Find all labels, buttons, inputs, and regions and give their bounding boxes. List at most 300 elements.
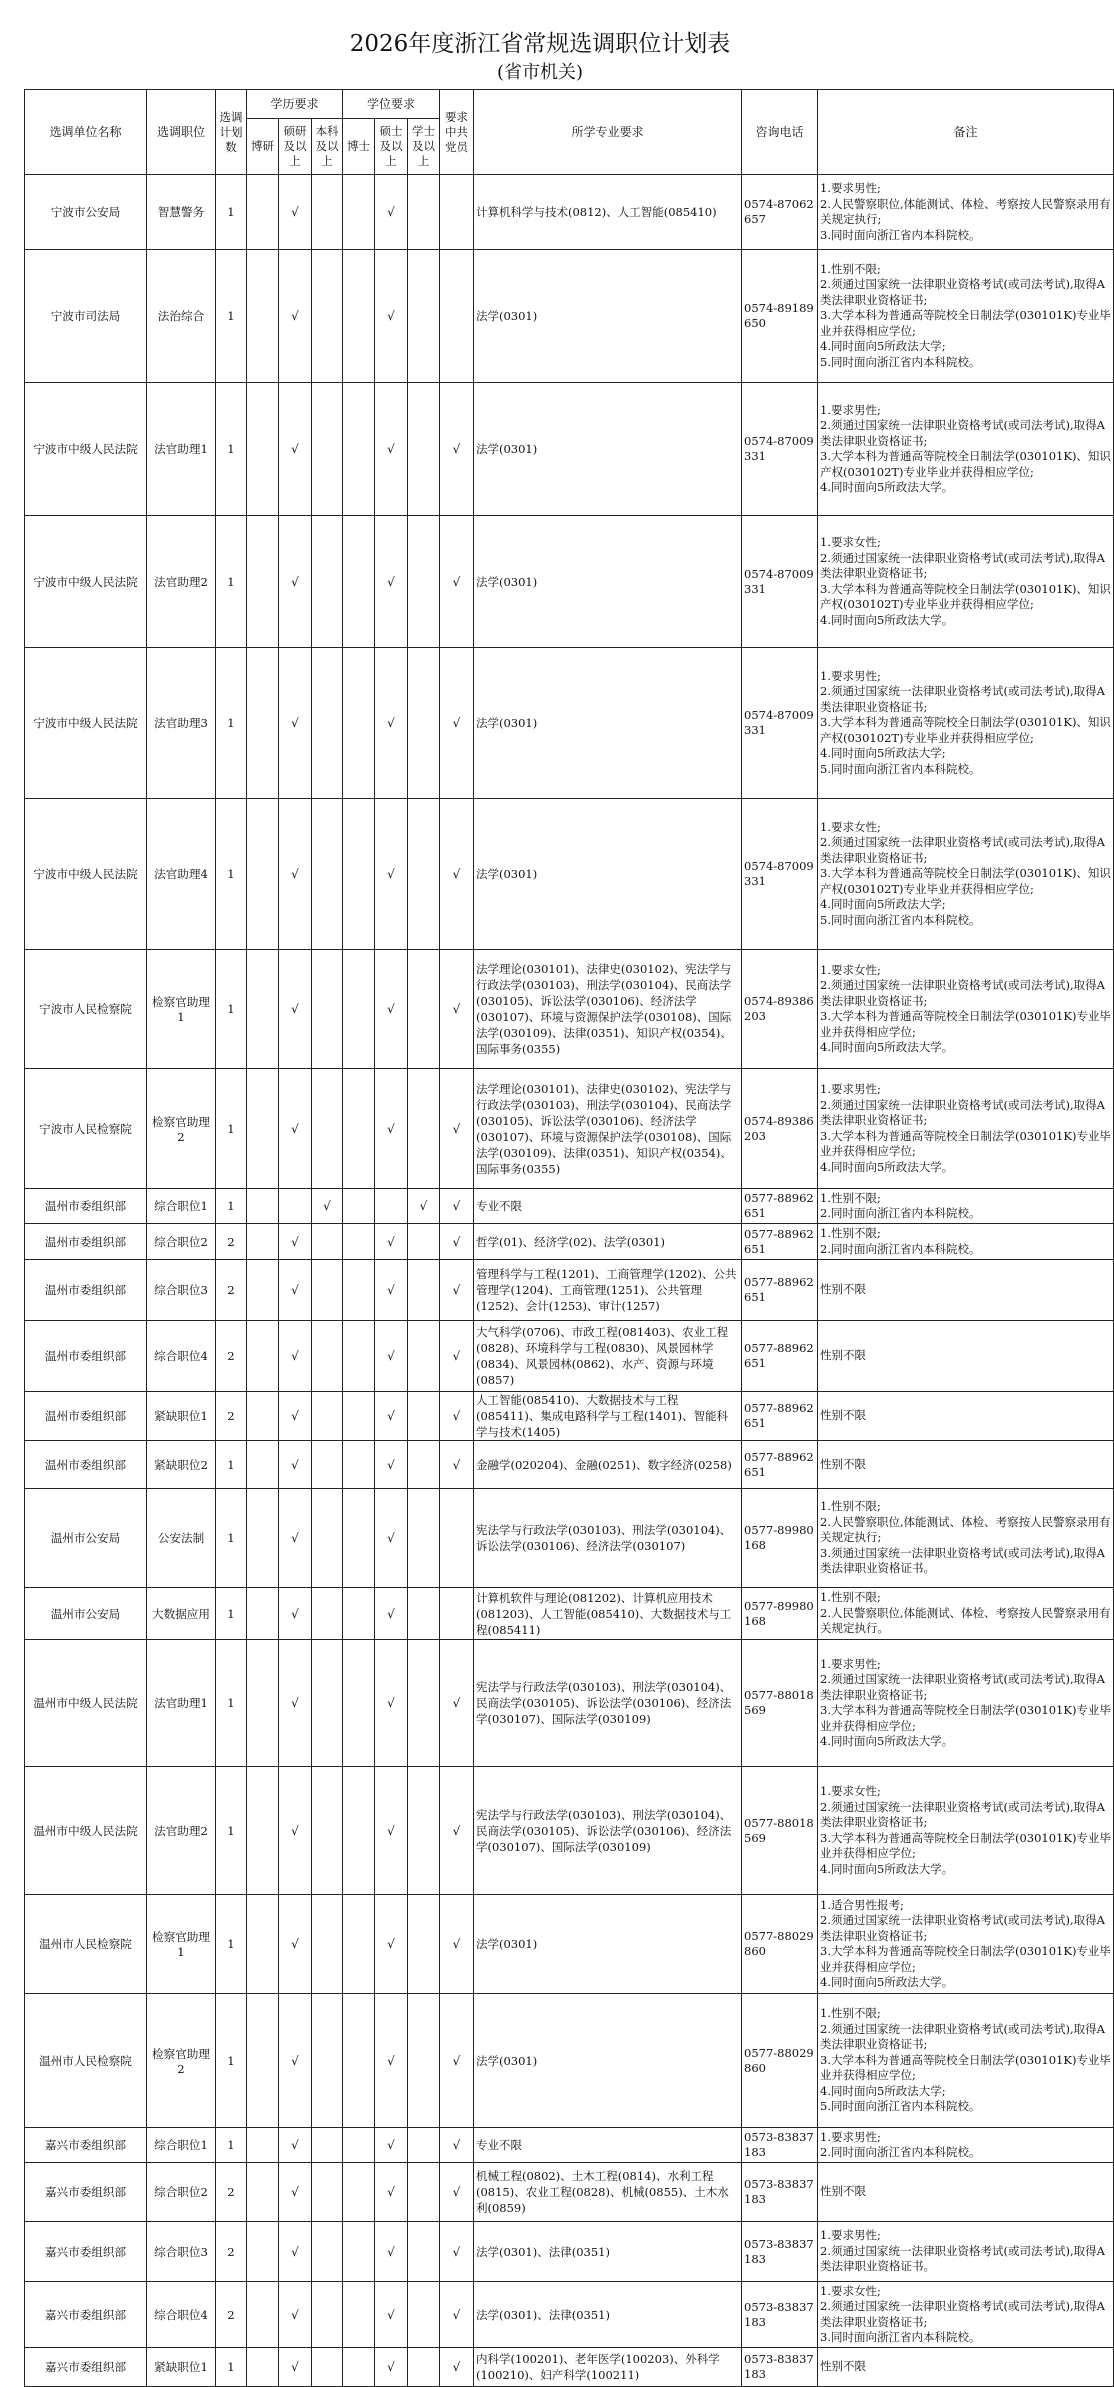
row-position: 法官助理2	[147, 1767, 216, 1895]
row-deg-xueshi	[408, 2128, 440, 2163]
row-edu-shuoyan: √	[279, 648, 312, 799]
row-count: 1	[216, 516, 247, 648]
row-edu-shuoyan: √	[279, 950, 312, 1069]
header-count: 选调计划数	[216, 90, 247, 175]
row-party: √	[440, 1321, 474, 1392]
header-major: 所学专业要求	[474, 90, 742, 175]
row-edu-boyan	[247, 175, 279, 250]
row-unit: 嘉兴市委组织部	[25, 2282, 147, 2348]
table-row	[25, 2282, 1114, 2348]
row-edu-boyan	[247, 1767, 279, 1895]
row-deg-xueshi	[408, 1767, 440, 1895]
row-deg-shuoshi	[375, 1189, 408, 1224]
row-party	[440, 1588, 474, 1640]
row-phone: 0573-83837183	[742, 2163, 818, 2222]
page-title: 2026年度浙江省常规选调职位计划表	[349, 31, 731, 57]
row-position: 检察官助理1	[147, 1895, 216, 1994]
row-deg-shuoshi: √	[375, 1767, 408, 1895]
row-deg-shuoshi: √	[375, 2348, 408, 2387]
row-deg-boshi	[343, 516, 375, 648]
row-party: √	[440, 1441, 474, 1489]
row-edu-shuoyan: √	[279, 1260, 312, 1321]
row-position: 综合职位1	[147, 1189, 216, 1224]
row-party	[440, 175, 474, 250]
row-party: √	[440, 383, 474, 516]
row-count: 1	[216, 1588, 247, 1640]
row-major: 法学(0301)	[474, 383, 742, 516]
row-edu-shuoyan: √	[279, 1895, 312, 1994]
row-remarks: 1.要求女性; 2.须通过国家统一法律职业资格考试(或司法考试),取得A类法律职业资格证书; 3.大学本科为普通高等院校全日制法学(030101K)专业毕业并获得相应学位; 4.同时面向5所政法大学。	[818, 1767, 1114, 1895]
row-edu-shuoyan: √	[279, 1392, 312, 1441]
table-row	[25, 1224, 1114, 1260]
row-edu-boyan	[247, 1994, 279, 2128]
row-position: 检察官助理1	[147, 950, 216, 1069]
row-count: 1	[216, 2128, 247, 2163]
row-count: 1	[216, 1489, 247, 1588]
row-major: 机械工程(0802)、土木工程(0814)、水利工程(0815)、农业工程(0828)、机械(0855)、土木水利(0859)	[474, 2163, 742, 2222]
row-major: 大气科学(0706)、市政工程(081403)、农业工程(0828)、环境科学与工程(0830)、风景园林学(0834)、风景园林(0862)、水产、资源与环境(0857)	[474, 1321, 742, 1392]
row-position: 紧缺职位2	[147, 1441, 216, 1489]
row-unit: 宁波市中级人民法院	[25, 648, 147, 799]
row-edu-benke	[312, 1588, 343, 1640]
row-party: √	[440, 2348, 474, 2387]
header-phone: 咨询电话	[742, 90, 818, 175]
table-row	[25, 648, 1114, 799]
row-remarks: 1.性别不限; 2.须通过国家统一法律职业资格考试(或司法考试),取得A类法律职业资格证书; 3.大学本科为普通高等院校全日制法学(030101K)专业毕业并获得相应学位; 4.同时面向5所政法大学; 5.同时面向浙江省内本科院校。	[818, 1994, 1114, 2128]
row-phone: 0577-88962651	[742, 1321, 818, 1392]
row-unit: 嘉兴市委组织部	[25, 2163, 147, 2222]
row-unit: 温州市委组织部	[25, 1321, 147, 1392]
row-unit: 温州市委组织部	[25, 1189, 147, 1224]
header-edu-shuoyan: 硕研及以上	[279, 119, 312, 175]
row-remarks: 性别不限	[818, 1392, 1114, 1441]
table-row	[25, 1767, 1114, 1895]
header-party: 要求中共党员	[440, 90, 474, 175]
row-phone: 0574-89386203	[742, 1069, 818, 1189]
row-deg-xueshi	[408, 1588, 440, 1640]
row-edu-shuoyan: √	[279, 250, 312, 383]
row-deg-shuoshi: √	[375, 1224, 408, 1260]
row-major: 法学(0301)、法律(0351)	[474, 2222, 742, 2282]
row-deg-xueshi	[408, 2282, 440, 2348]
row-deg-shuoshi: √	[375, 1441, 408, 1489]
row-phone: 0574-87009331	[742, 648, 818, 799]
row-remarks: 1.性别不限; 2.人民警察职位,体能测试、体检、考察按人民警察录用有关规定执行; 3.须通过国家统一法律职业资格考试(或司法考试),取得A类法律职业资格证书。	[818, 1489, 1114, 1588]
row-deg-boshi	[343, 1069, 375, 1189]
row-edu-benke	[312, 2222, 343, 2282]
row-deg-xueshi	[408, 1441, 440, 1489]
row-major: 计算机软件与理论(081202)、计算机应用技术(081203)、人工智能(085410)、大数据技术与工程(085411)	[474, 1588, 742, 1640]
row-remarks: 1.要求男性; 2.须通过国家统一法律职业资格考试(或司法考试),取得A类法律职业资格证书; 3.大学本科为普通高等院校全日制法学(030101K)专业毕业并获得相应学位; 4.同时面向5所政法大学。	[818, 1069, 1114, 1189]
table-row	[25, 1260, 1114, 1321]
row-phone: 0577-88029860	[742, 1895, 818, 1994]
table-row	[25, 1441, 1114, 1489]
table-row	[25, 2348, 1114, 2387]
row-party: √	[440, 1895, 474, 1994]
row-edu-benke	[312, 648, 343, 799]
row-deg-boshi	[343, 2128, 375, 2163]
table-row	[25, 1588, 1114, 1640]
table-row	[25, 1895, 1114, 1994]
row-count: 2	[216, 1224, 247, 1260]
row-edu-boyan	[247, 1260, 279, 1321]
row-deg-shuoshi: √	[375, 2282, 408, 2348]
row-count: 1	[216, 383, 247, 516]
row-deg-boshi	[343, 648, 375, 799]
row-edu-shuoyan: √	[279, 2128, 312, 2163]
row-edu-benke: √	[312, 1189, 343, 1224]
row-deg-shuoshi: √	[375, 950, 408, 1069]
row-party: √	[440, 799, 474, 950]
table-row	[25, 516, 1114, 648]
row-edu-boyan	[247, 2222, 279, 2282]
row-edu-shuoyan: √	[279, 516, 312, 648]
row-deg-boshi	[343, 1895, 375, 1994]
row-major: 法学理论(030101)、法律史(030102)、宪法学与行政法学(030103)、刑法学(030104)、民商法学(030105)、诉讼法学(030106)、经济法学(030107)、环境与资源保护法学(030108)、国际法学(030109)、法律(0351)、知识产权(0354)、国际事务(0355)	[474, 1069, 742, 1189]
row-deg-boshi	[343, 1994, 375, 2128]
row-edu-benke	[312, 1489, 343, 1588]
row-phone: 0577-88962651	[742, 1189, 818, 1224]
table-row	[25, 2222, 1114, 2282]
row-major: 专业不限	[474, 2128, 742, 2163]
row-remarks: 性别不限	[818, 2163, 1114, 2222]
row-remarks: 1.要求女性; 2.须通过国家统一法律职业资格考试(或司法考试),取得A类法律职业资格证书; 3.大学本科为普通高等院校全日制法学(030101K)、知识产权(030102T)专业毕业并获得相应学位; 4.同时面向5所政法大学; 5.同时面向浙江省内本科院校。	[818, 799, 1114, 950]
row-deg-boshi	[343, 1189, 375, 1224]
row-edu-boyan	[247, 1224, 279, 1260]
row-edu-boyan	[247, 2163, 279, 2222]
row-edu-boyan	[247, 2348, 279, 2387]
row-major: 内科学(100201)、老年医学(100203)、外科学(100210)、妇产科学(100211)	[474, 2348, 742, 2387]
row-edu-benke	[312, 2282, 343, 2348]
row-major: 法学(0301)、法律(0351)	[474, 2282, 742, 2348]
row-major: 金融学(020204)、金融(0251)、数字经济(0258)	[474, 1441, 742, 1489]
row-deg-xueshi	[408, 1224, 440, 1260]
row-edu-shuoyan: √	[279, 1069, 312, 1189]
row-unit: 温州市公安局	[25, 1489, 147, 1588]
row-remarks: 性别不限	[818, 1260, 1114, 1321]
row-deg-xueshi	[408, 1260, 440, 1321]
row-deg-shuoshi: √	[375, 2222, 408, 2282]
table-row	[25, 1994, 1114, 2128]
row-major: 法学(0301)	[474, 516, 742, 648]
table-row	[25, 2128, 1114, 2163]
row-phone: 0573-83837183	[742, 2348, 818, 2387]
row-phone: 0573-83837183	[742, 2128, 818, 2163]
row-edu-boyan	[247, 1321, 279, 1392]
row-position: 综合职位4	[147, 1321, 216, 1392]
row-deg-shuoshi: √	[375, 516, 408, 648]
row-deg-xueshi	[408, 1069, 440, 1189]
row-party: √	[440, 1189, 474, 1224]
row-edu-shuoyan: √	[279, 1441, 312, 1489]
row-edu-benke	[312, 1441, 343, 1489]
row-unit: 宁波市中级人民法院	[25, 383, 147, 516]
row-major: 专业不限	[474, 1189, 742, 1224]
row-phone: 0574-89189650	[742, 250, 818, 383]
row-party: √	[440, 950, 474, 1069]
row-remarks: 性别不限	[818, 1441, 1114, 1489]
row-deg-boshi	[343, 2348, 375, 2387]
row-unit: 温州市公安局	[25, 1588, 147, 1640]
row-deg-boshi	[343, 2282, 375, 2348]
row-deg-xueshi	[408, 383, 440, 516]
row-position: 综合职位4	[147, 2282, 216, 2348]
row-position: 综合职位2	[147, 1224, 216, 1260]
row-remarks: 1.适合男性报考; 2.须通过国家统一法律职业资格考试(或司法考试),取得A类法律职业资格证书; 3.大学本科为普通高等院校全日制法学(030101K)专业毕业并获得相应学位; 4.同时面向5所政法大学。	[818, 1895, 1114, 1994]
row-party: √	[440, 1640, 474, 1767]
row-position: 法官助理2	[147, 516, 216, 648]
row-position: 智慧警务	[147, 175, 216, 250]
row-edu-boyan	[247, 1895, 279, 1994]
row-edu-shuoyan: √	[279, 1994, 312, 2128]
row-edu-benke	[312, 1640, 343, 1767]
row-deg-boshi	[343, 1767, 375, 1895]
header-deg-boshi: 博士	[343, 119, 375, 175]
row-position: 公安法制	[147, 1489, 216, 1588]
row-edu-boyan	[247, 1069, 279, 1189]
row-deg-boshi	[343, 2163, 375, 2222]
row-unit: 宁波市中级人民法院	[25, 516, 147, 648]
row-phone: 0574-87062657	[742, 175, 818, 250]
row-edu-boyan	[247, 1588, 279, 1640]
row-party: √	[440, 1392, 474, 1441]
row-deg-shuoshi: √	[375, 1994, 408, 2128]
row-remarks: 1.要求女性; 2.须通过国家统一法律职业资格考试(或司法考试),取得A类法律职业资格证书; 3.大学本科为普通高等院校全日制法学(030101K)、知识产权(030102T)专业毕业并获得相应学位; 4.同时面向5所政法大学。	[818, 516, 1114, 648]
row-unit: 嘉兴市委组织部	[25, 2348, 147, 2387]
row-major: 人工智能(085410)、大数据技术与工程(085411)、集成电路科学与工程(1401)、智能科学与技术(1405)	[474, 1392, 742, 1441]
row-deg-boshi	[343, 250, 375, 383]
row-deg-shuoshi: √	[375, 1895, 408, 1994]
row-edu-benke	[312, 950, 343, 1069]
row-count: 1	[216, 175, 247, 250]
row-edu-shuoyan: √	[279, 1767, 312, 1895]
row-unit: 温州市人民检察院	[25, 1895, 147, 1994]
header-edu-benke: 本科及以上	[312, 119, 343, 175]
row-edu-benke	[312, 2348, 343, 2387]
row-phone: 0577-88018569	[742, 1767, 818, 1895]
row-edu-benke	[312, 2163, 343, 2222]
row-deg-boshi	[343, 2222, 375, 2282]
row-remarks: 1.要求女性; 2.须通过国家统一法律职业资格考试(或司法考试),取得A类法律职业资格证书; 3.大学本科为普通高等院校全日制法学(030101K)专业毕业并获得相应学位; 4.同时面向5所政法大学。	[818, 950, 1114, 1069]
header-position: 选调职位	[147, 90, 216, 175]
row-edu-boyan	[247, 950, 279, 1069]
row-deg-xueshi	[408, 1392, 440, 1441]
row-deg-shuoshi: √	[375, 648, 408, 799]
row-deg-shuoshi: √	[375, 1392, 408, 1441]
row-phone: 0577-88018569	[742, 1640, 818, 1767]
row-phone: 0577-88962651	[742, 1224, 818, 1260]
position-plan-table	[24, 89, 1114, 2387]
table-row	[25, 1640, 1114, 1767]
row-unit: 温州市中级人民法院	[25, 1767, 147, 1895]
row-party: √	[440, 648, 474, 799]
row-party	[440, 250, 474, 383]
row-edu-benke	[312, 516, 343, 648]
row-unit: 温州市人民检察院	[25, 1994, 147, 2128]
row-deg-boshi	[343, 950, 375, 1069]
row-remarks: 1.要求男性; 2.须通过国家统一法律职业资格考试(或司法考试),取得A类法律职业资格证书; 3.大学本科为普通高等院校全日制法学(030101K)、知识产权(030102T)专业毕业并获得相应学位; 4.同时面向5所政法大学。	[818, 383, 1114, 516]
row-party: √	[440, 2282, 474, 2348]
table-row	[25, 250, 1114, 383]
row-major: 管理科学与工程(1201)、工商管理学(1202)、公共管理学(1204)、工商管理(1251)、公共管理(1252)、会计(1253)、审计(1257)	[474, 1260, 742, 1321]
table-row	[25, 1321, 1114, 1392]
row-position: 检察官助理2	[147, 1994, 216, 2128]
row-unit: 温州市委组织部	[25, 1441, 147, 1489]
table-row	[25, 383, 1114, 516]
row-party: √	[440, 2128, 474, 2163]
header-deg-shuoshi: 硕士及以上	[375, 119, 408, 175]
row-position: 法官助理1	[147, 383, 216, 516]
row-edu-shuoyan: √	[279, 799, 312, 950]
row-count: 2	[216, 2222, 247, 2282]
row-deg-shuoshi: √	[375, 2163, 408, 2222]
row-count: 1	[216, 799, 247, 950]
row-count: 1	[216, 1895, 247, 1994]
row-edu-boyan	[247, 1189, 279, 1224]
header-edu-boyan: 博研	[247, 119, 279, 175]
row-count: 1	[216, 1069, 247, 1189]
row-remarks: 1.性别不限; 2.同时面向浙江省内本科院校。	[818, 1224, 1114, 1260]
row-remarks: 1.要求男性; 2.须通过国家统一法律职业资格考试(或司法考试),取得A类法律职业资格证书; 3.大学本科为普通高等院校全日制法学(030101K)、知识产权(030102T)专业毕业并获得相应学位; 4.同时面向5所政法大学; 5.同时面向浙江省内本科院校。	[818, 648, 1114, 799]
header-degree-group: 学位要求	[343, 90, 440, 119]
row-deg-shuoshi: √	[375, 1588, 408, 1640]
row-position: 综合职位3	[147, 2222, 216, 2282]
row-phone: 0577-89980168	[742, 1588, 818, 1640]
row-deg-shuoshi: √	[375, 799, 408, 950]
row-major: 哲学(01)、经济学(02)、法学(0301)	[474, 1224, 742, 1260]
row-count: 2	[216, 2163, 247, 2222]
row-position: 法官助理4	[147, 799, 216, 950]
row-remarks: 1.要求男性; 2.须通过国家统一法律职业资格考试(或司法考试),取得A类法律职业资格证书; 3.大学本科为普通高等院校全日制法学(030101K)专业毕业并获得相应学位; 4.同时面向5所政法大学。	[818, 1640, 1114, 1767]
row-party: √	[440, 1260, 474, 1321]
row-position: 法治综合	[147, 250, 216, 383]
table-row	[25, 2163, 1114, 2222]
row-major: 法学(0301)	[474, 250, 742, 383]
row-deg-shuoshi: √	[375, 1489, 408, 1588]
row-deg-xueshi	[408, 2163, 440, 2222]
row-deg-boshi	[343, 1588, 375, 1640]
row-edu-shuoyan: √	[279, 383, 312, 516]
row-unit: 宁波市中级人民法院	[25, 799, 147, 950]
row-major: 法学(0301)	[474, 1895, 742, 1994]
row-count: 1	[216, 950, 247, 1069]
row-edu-shuoyan: √	[279, 2348, 312, 2387]
row-position: 综合职位2	[147, 2163, 216, 2222]
table-row	[25, 1489, 1114, 1588]
row-deg-xueshi	[408, 1321, 440, 1392]
row-edu-shuoyan: √	[279, 2163, 312, 2222]
row-deg-xueshi	[408, 175, 440, 250]
header-unit: 选调单位名称	[25, 90, 147, 175]
row-deg-shuoshi: √	[375, 383, 408, 516]
row-count: 1	[216, 1640, 247, 1767]
row-deg-xueshi	[408, 1895, 440, 1994]
row-deg-shuoshi: √	[375, 1640, 408, 1767]
row-deg-shuoshi: √	[375, 1069, 408, 1189]
row-edu-benke	[312, 1224, 343, 1260]
row-count: 2	[216, 2282, 247, 2348]
row-count: 2	[216, 1321, 247, 1392]
table-row	[25, 950, 1114, 1069]
row-edu-benke	[312, 1994, 343, 2128]
row-edu-shuoyan: √	[279, 2282, 312, 2348]
row-party: √	[440, 2163, 474, 2222]
row-edu-shuoyan: √	[279, 1640, 312, 1767]
row-count: 1	[216, 1994, 247, 2128]
row-deg-xueshi	[408, 2348, 440, 2387]
row-position: 法官助理1	[147, 1640, 216, 1767]
row-phone: 0577-88962651	[742, 1392, 818, 1441]
row-deg-xueshi	[408, 1489, 440, 1588]
row-deg-boshi	[343, 1489, 375, 1588]
row-edu-boyan	[247, 516, 279, 648]
row-edu-boyan	[247, 1489, 279, 1588]
row-edu-boyan	[247, 1640, 279, 1767]
row-party: √	[440, 1994, 474, 2128]
row-deg-xueshi	[408, 516, 440, 648]
table-row	[25, 175, 1114, 250]
row-count: 1	[216, 2348, 247, 2387]
row-edu-benke	[312, 1069, 343, 1189]
row-deg-boshi	[343, 175, 375, 250]
row-deg-shuoshi: √	[375, 2128, 408, 2163]
page-subtitle: (省市机关)	[496, 62, 584, 83]
row-count: 1	[216, 250, 247, 383]
header-remarks: 备注	[818, 90, 1114, 175]
row-deg-xueshi	[408, 950, 440, 1069]
row-deg-boshi	[343, 799, 375, 950]
row-remarks: 性别不限	[818, 2348, 1114, 2387]
table-row	[25, 799, 1114, 950]
row-unit: 嘉兴市委组织部	[25, 2222, 147, 2282]
row-phone: 0577-88962651	[742, 1441, 818, 1489]
row-edu-boyan	[247, 648, 279, 799]
row-edu-benke	[312, 1260, 343, 1321]
row-party: √	[440, 2222, 474, 2282]
row-count: 1	[216, 1767, 247, 1895]
row-edu-shuoyan	[279, 1189, 312, 1224]
row-deg-xueshi: √	[408, 1189, 440, 1224]
row-edu-benke	[312, 1321, 343, 1392]
row-remarks: 1.要求女性; 2.须通过国家统一法律职业资格考试(或司法考试),取得A类法律职业资格证书; 3.同时面向浙江省内本科院校。	[818, 2282, 1114, 2348]
row-edu-benke	[312, 1392, 343, 1441]
row-edu-benke	[312, 2128, 343, 2163]
row-edu-shuoyan: √	[279, 2222, 312, 2282]
row-deg-xueshi	[408, 648, 440, 799]
row-position: 紧缺职位1	[147, 1392, 216, 1441]
table-row	[25, 1392, 1114, 1441]
row-deg-shuoshi: √	[375, 1321, 408, 1392]
row-remarks: 1.性别不限; 2.须通过国家统一法律职业资格考试(或司法考试),取得A类法律职业资格证书; 3.大学本科为普通高等院校全日制法学(030101K)专业毕业并获得相应学位; 4.同时面向5所政法大学; 5.同时面向浙江省内本科院校。	[818, 250, 1114, 383]
row-edu-benke	[312, 1895, 343, 1994]
row-party: √	[440, 516, 474, 648]
row-edu-shuoyan: √	[279, 1588, 312, 1640]
row-remarks: 1.性别不限; 2.人民警察职位,体能测试、体检、考察按人民警察录用有关规定执行。	[818, 1588, 1114, 1640]
row-major: 法学(0301)	[474, 1994, 742, 2128]
row-edu-benke	[312, 250, 343, 383]
row-major: 宪法学与行政法学(030103)、刑法学(030104)、民商法学(030105)、诉讼法学(030106)、经济法学(030107)、国际法学(030109)	[474, 1767, 742, 1895]
row-position: 法官助理3	[147, 648, 216, 799]
row-count: 2	[216, 1392, 247, 1441]
row-unit: 宁波市公安局	[25, 175, 147, 250]
row-edu-boyan	[247, 250, 279, 383]
row-deg-shuoshi: √	[375, 250, 408, 383]
row-count: 1	[216, 648, 247, 799]
row-unit: 嘉兴市委组织部	[25, 2128, 147, 2163]
row-party: √	[440, 1224, 474, 1260]
row-edu-boyan	[247, 2128, 279, 2163]
row-deg-xueshi	[408, 1994, 440, 2128]
